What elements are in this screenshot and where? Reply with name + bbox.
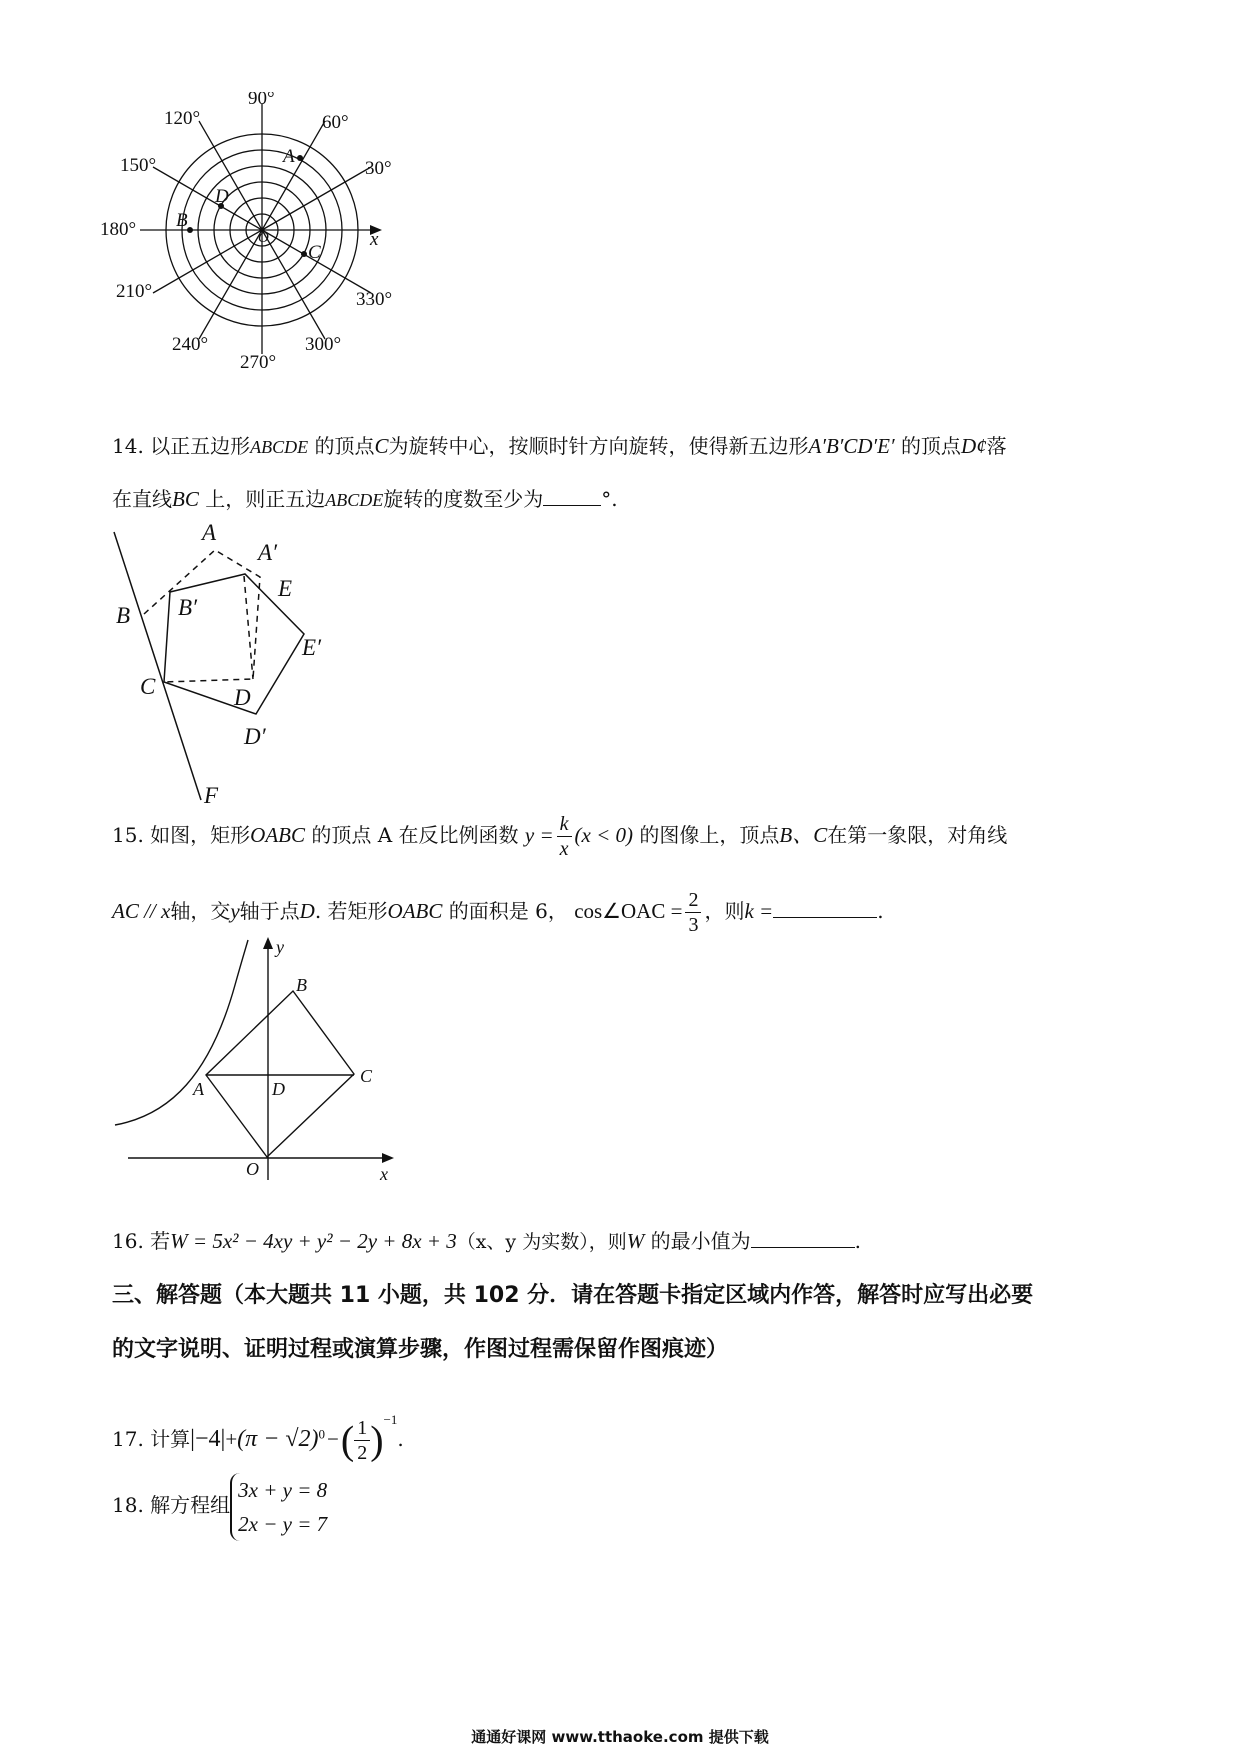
label-f: F: [204, 783, 219, 808]
angle-label: 210°: [116, 281, 153, 302]
hyperbola-rectangle-figure: [110, 935, 400, 1195]
angle-label: 300°: [305, 334, 342, 355]
question-number: 17.: [112, 1427, 144, 1451]
axis-label-x: x: [370, 229, 379, 250]
angle-label: 30°: [365, 158, 392, 179]
question-15-line-2: AC // x轴，交y轴于点D. 若矩形OABC 的面积是 6， cos∠OAC = $\frac{2}{3}$ ，则k = .: [112, 889, 884, 936]
question-number: 16.: [112, 1229, 144, 1253]
label-d: D: [234, 685, 251, 710]
angle-label: 270°: [240, 352, 277, 373]
label-d-prime: D′: [244, 724, 266, 749]
angle-label: 180°: [100, 219, 137, 240]
point-label-c: C: [360, 1066, 373, 1086]
question-15-line-1: 15. 如图，矩形OABC 的顶点 A 在反比例函数 y = $\frac{k}{x}$ (x < 0) 的图像上，顶点B、C在第一象限，对角线: [112, 813, 1008, 860]
point-label-o: O: [258, 230, 269, 246]
angle-label: 150°: [120, 155, 157, 176]
label-b-prime: B′: [178, 595, 198, 620]
label-e-prime: E′: [302, 635, 322, 660]
point-label-o: O: [246, 1159, 259, 1179]
question-14-line-2: 在直线BC 上，则正五边ABCDE旋转的度数至少为 °.: [112, 487, 618, 511]
point-label-d: D: [272, 1079, 285, 1099]
axis-label-y: y: [276, 937, 284, 957]
angle-label: 60°: [322, 112, 349, 133]
question-number: 15.: [112, 823, 144, 847]
page-footer: 通通好课网 www.tthaoke.com 提供下载: [471, 1728, 769, 1746]
angle-label: 90°: [248, 92, 275, 109]
question-14-line-1: 14. 以正五边形ABCDE 的顶点C为旋转中心，按顺时针方向旋转，使得新五边形A′B′CD′E′ 的顶点D¢落: [112, 434, 1007, 458]
polar-coordinate-figure: [100, 92, 440, 402]
label-a-prime: A′: [258, 540, 278, 565]
question-number: 18.: [112, 1493, 144, 1517]
label-a: A: [202, 522, 217, 545]
axis-label-x: x: [380, 1164, 388, 1184]
point-label-b: B: [176, 210, 188, 231]
question-17: 17. 计算$|-4|+(\pi - √2)^0-$( $\frac{1}{2}$ )$^{-1}$.: [112, 1412, 404, 1464]
section-heading-line-2: 的文字说明、证明过程或演算步骤，作图过程需保留作图痕迹）: [112, 1337, 729, 1362]
point-label-c: C: [308, 242, 321, 263]
fraction-k-over-x: $\frac{k}{x}$: [557, 814, 572, 859]
label-c: C: [140, 674, 156, 699]
answer-blank[interactable]: [751, 1227, 855, 1248]
point-label-d: D: [215, 186, 229, 207]
fraction-one-half: $\frac{1}{2}$: [354, 1418, 370, 1463]
answer-blank[interactable]: [773, 897, 877, 918]
equation-system: 3x + y = 8 2x − y = 7: [230, 1473, 327, 1541]
angle-label: 330°: [356, 289, 393, 310]
pentagon-rotation-figure: [100, 522, 360, 812]
section-heading: 三、解答题（本大题共 11 小题，共 102 分．请在答题卡指定区域内作答，解答时应写出必要: [112, 1283, 1034, 1308]
answer-blank[interactable]: [543, 485, 601, 506]
fraction-two-thirds: $\frac{2}{3}$: [685, 890, 701, 935]
label-e: E: [278, 576, 293, 601]
question-16: 16. 若W = 5x² − 4xy + y² − 2y + 8x + 3（x、y 为实数），则W 的最小值为 .: [112, 1229, 861, 1253]
point-label-a: A: [283, 146, 295, 167]
question-number: 14.: [112, 434, 144, 458]
angle-label: 240°: [172, 334, 209, 355]
angle-label: 120°: [164, 108, 201, 129]
point-label-a: A: [193, 1079, 204, 1099]
label-b: B: [116, 603, 131, 628]
question-18: 18. 解方程组 3x + y = 8 2x − y = 7: [112, 1468, 327, 1542]
point-label-b: B: [296, 975, 307, 995]
